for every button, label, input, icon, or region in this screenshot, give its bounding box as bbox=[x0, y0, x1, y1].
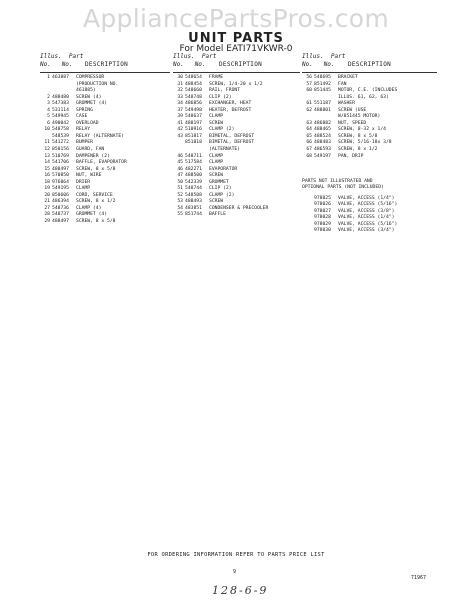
illus-label: Illus. bbox=[173, 53, 195, 60]
illus-number: 41 bbox=[177, 120, 183, 126]
part-description: CLIP (2) bbox=[209, 186, 232, 192]
part-description: SCREW, 8-32 x 1/4 bbox=[338, 127, 386, 133]
part-description: WASHER bbox=[338, 101, 355, 107]
part-description: PAN, DRIP bbox=[338, 153, 364, 159]
description-label: DESCRIPTION bbox=[219, 61, 263, 68]
part-description: CLAMP (2) bbox=[209, 127, 235, 133]
part-description: CLAMP bbox=[76, 186, 91, 192]
parts-row bbox=[302, 167, 437, 174]
illus-number: 14 bbox=[44, 160, 50, 166]
part-number: 549498 bbox=[185, 107, 202, 113]
part-description: SCREW, 5/16-18x 3/8 bbox=[338, 140, 392, 146]
header-rule bbox=[40, 72, 170, 73]
illus-number: 53 bbox=[177, 199, 183, 205]
illus-number: 54 bbox=[177, 205, 183, 211]
illus-number: 52 bbox=[177, 192, 183, 198]
page-subtitle: For Model EATI71VKWR-0 bbox=[179, 44, 293, 54]
illus-number: 16 bbox=[44, 173, 50, 179]
part-description: EVAPORATOR bbox=[209, 166, 238, 172]
part-number: 541272 bbox=[52, 140, 69, 146]
column-header bbox=[173, 52, 300, 72]
part-number: 976064 bbox=[52, 179, 69, 185]
part-description: COMPRESSOR bbox=[76, 75, 105, 80]
illus-number: 55 bbox=[177, 212, 183, 218]
part-number: 488465 bbox=[314, 127, 331, 133]
part-description: BAFFLE bbox=[209, 212, 226, 218]
illus-number: 11 bbox=[44, 140, 50, 146]
part-number: 548736 bbox=[52, 205, 69, 211]
illus-number: 30 bbox=[177, 75, 183, 80]
part-number: 978028 bbox=[314, 215, 331, 221]
illus-number: 18 bbox=[44, 179, 50, 185]
parts-rows bbox=[173, 75, 300, 219]
illus-number: 4 bbox=[47, 107, 50, 113]
part-number: 488454 bbox=[185, 81, 202, 87]
not-illustrated-rows bbox=[302, 196, 437, 235]
part-number: 490042 bbox=[52, 120, 69, 126]
illus-number: 34 bbox=[177, 101, 183, 107]
illus-number: 45 bbox=[177, 160, 183, 166]
part-description: GROMMET (4) bbox=[76, 212, 108, 218]
part-description: VALVE, ACCESS (1/4") bbox=[338, 215, 395, 221]
illus-number: 62 bbox=[306, 107, 312, 113]
part-number: 548748 bbox=[185, 94, 202, 100]
not-illustrated-note bbox=[302, 179, 437, 191]
illus-number: 33 bbox=[177, 94, 183, 100]
part-number: 851744 bbox=[185, 212, 202, 218]
illus-number: 50 bbox=[177, 179, 183, 185]
part-description: SCREW bbox=[209, 199, 224, 205]
illus-number: 46 bbox=[177, 153, 183, 159]
part-number: 488497 bbox=[52, 166, 69, 172]
illus-number: 66 bbox=[306, 140, 312, 146]
illus-number: 61 bbox=[306, 101, 312, 107]
part-number: 488500 bbox=[185, 173, 202, 179]
parts-row bbox=[173, 212, 300, 219]
part-description: SCREW, 8 x 1/2 bbox=[76, 199, 116, 205]
illus-number: 12 bbox=[44, 147, 50, 153]
illus-number: 3 bbox=[47, 101, 50, 107]
part-number: 510916 bbox=[185, 127, 202, 133]
part-description: RAIL, FRONT bbox=[209, 88, 241, 94]
part-description: GUARD, FAN bbox=[76, 147, 105, 153]
part-label: Part bbox=[68, 53, 84, 60]
part-description: RELAY (ALTERNATE) bbox=[76, 133, 124, 139]
illus-number: 13 bbox=[44, 153, 50, 159]
part-number: 978030 bbox=[314, 228, 331, 234]
illus-number: 31 bbox=[177, 81, 183, 87]
part-number: 488524 bbox=[314, 133, 331, 139]
part-description: SCREW, 1/4-20 x 1/2 bbox=[209, 81, 263, 87]
part-no-label: No. bbox=[323, 61, 335, 68]
part-number: 463887 bbox=[52, 75, 69, 80]
part-description: VALVE, ACCESS (5/16") bbox=[338, 221, 398, 227]
illus-number: 37 bbox=[177, 107, 183, 113]
part-description: HEATER, DEFROST bbox=[209, 107, 252, 113]
illus-number: 10 bbox=[44, 127, 50, 133]
part-description: CLAMP (4) bbox=[76, 205, 102, 211]
illus-number: 15 bbox=[44, 166, 50, 172]
part-number: 548744 bbox=[185, 186, 202, 192]
parts-row bbox=[40, 219, 170, 226]
header-rule bbox=[302, 72, 437, 73]
illus-number: 29 bbox=[44, 219, 50, 225]
parts-column-3 bbox=[302, 52, 437, 235]
page-number: 9 bbox=[233, 569, 237, 575]
part-number: 851445 bbox=[314, 88, 331, 94]
part-description: SCREW bbox=[209, 120, 224, 126]
illus-number: 67 bbox=[306, 147, 312, 153]
part-description: BRACKET bbox=[338, 75, 358, 80]
part-number: 483851 bbox=[185, 205, 202, 211]
ordering-footer: FOR ORDERING INFORMATION REFER TO PARTS PRICE LIST bbox=[147, 552, 325, 558]
part-description: CORD, SERVICE bbox=[76, 192, 113, 198]
part-number: 531114 bbox=[52, 107, 69, 113]
illus-number: 6 bbox=[47, 120, 50, 126]
part-description: VALVE, ACCESS (1/4") bbox=[338, 195, 395, 201]
part-no-label: No. bbox=[194, 61, 206, 68]
illus-number: 5 bbox=[47, 114, 50, 120]
part-description: BIMETAL, DEFROST bbox=[209, 140, 255, 146]
part-description: EXCHANGER, HEAT bbox=[209, 101, 252, 107]
part-description: GROMMET (4) bbox=[76, 101, 108, 107]
illus-number: 43 bbox=[177, 133, 183, 139]
part-number: 851492 bbox=[314, 81, 331, 87]
illus-number: 56 bbox=[306, 75, 312, 80]
part-description: W/851445 MOTOR) bbox=[338, 114, 381, 120]
illus-no-label: No. bbox=[173, 61, 184, 68]
illus-number: 21 bbox=[44, 199, 50, 205]
part-number: 486394 bbox=[52, 199, 69, 205]
part-description: VALVE, ACCESS (5/16") bbox=[338, 202, 398, 208]
page-title: UNIT PARTS bbox=[188, 31, 284, 46]
part-number: 482271 bbox=[185, 166, 202, 172]
part-number: 978027 bbox=[314, 208, 331, 214]
illus-number: 1 bbox=[47, 75, 50, 80]
note-line: PARTS NOT ILLUSTRATED AND bbox=[302, 179, 373, 185]
part-number: 851817 bbox=[185, 133, 202, 139]
part-label: Part bbox=[201, 53, 217, 60]
part-number: 549945 bbox=[52, 114, 69, 120]
part-description: DRIER bbox=[76, 179, 91, 185]
part-description: CLAMP bbox=[209, 153, 224, 159]
part-number: 548711 bbox=[185, 153, 202, 159]
part-number: 548637 bbox=[185, 114, 202, 120]
part-description: MOTOR, C.E. (INCLUDES bbox=[338, 88, 398, 94]
part-number: 488197 bbox=[185, 120, 202, 126]
part-number: 548695 bbox=[314, 75, 331, 80]
part-number: 488801 bbox=[314, 107, 331, 113]
illus-number: 42 bbox=[177, 127, 183, 133]
description-label: DESCRIPTION bbox=[85, 61, 129, 68]
handwritten-note: 128-6-9 bbox=[212, 584, 269, 597]
part-number: 978029 bbox=[314, 221, 331, 227]
illus-number: 19 bbox=[44, 186, 50, 192]
part-number: 510769 bbox=[52, 153, 69, 159]
illus-number: 28 bbox=[44, 212, 50, 218]
part-label: Part bbox=[330, 53, 346, 60]
part-number: 978025 bbox=[314, 195, 331, 201]
part-description: SCREW, 8 x 5/8 bbox=[76, 219, 116, 225]
part-number: 486882 bbox=[314, 120, 331, 126]
part-description: BAFFLE, EVAPORATOR bbox=[76, 160, 127, 166]
part-description: SCREW bbox=[209, 173, 224, 179]
part-description: SPRING bbox=[76, 107, 93, 113]
illus-number: 68 bbox=[306, 153, 312, 159]
note-line: OPTIONAL PARTS (NOT INCLUDED) bbox=[302, 185, 384, 191]
watermark: AppliancePartsPros.com bbox=[82, 4, 390, 33]
part-description: SCREW, 8 x 5/8 bbox=[76, 166, 116, 172]
parts-column-2 bbox=[173, 52, 300, 219]
part-description: SCREW, 8 x 1/2 bbox=[338, 147, 378, 153]
illus-label: Illus. bbox=[302, 53, 324, 60]
parts-row bbox=[302, 228, 437, 235]
part-number: 851818 bbox=[185, 140, 202, 146]
part-description: DAMPENER (2) bbox=[76, 153, 110, 159]
part-number: 978026 bbox=[314, 202, 331, 208]
illus-number: 39 bbox=[177, 114, 183, 120]
part-description: ILLUS. 61, 62, 63) bbox=[338, 94, 389, 100]
part-description: (PRODUCTION NO. bbox=[76, 81, 119, 87]
part-number: 488493 bbox=[185, 199, 202, 205]
part-number: 570850 bbox=[52, 173, 69, 179]
part-number: 850606 bbox=[52, 192, 69, 198]
part-number: 548737 bbox=[52, 212, 69, 218]
part-description: FAN bbox=[338, 81, 347, 87]
part-number: 548758 bbox=[52, 127, 69, 133]
part-description: CONDENSER & PRECOOLER bbox=[209, 205, 269, 211]
part-description: NUT, WIRE bbox=[76, 173, 102, 179]
part-number: 549197 bbox=[314, 153, 331, 159]
part-description: SCREW (4) bbox=[76, 94, 102, 100]
column-header bbox=[302, 52, 437, 72]
column-header bbox=[40, 52, 170, 72]
part-description: GROMMET bbox=[209, 179, 229, 185]
illus-number: 65 bbox=[306, 133, 312, 139]
parts-rows bbox=[40, 75, 170, 226]
part-number: 548654 bbox=[185, 75, 202, 80]
part-description: CLAMP bbox=[209, 160, 224, 166]
part-description: BUMPER bbox=[76, 140, 93, 146]
part-number: 488483 bbox=[314, 140, 331, 146]
part-number: 548660 bbox=[185, 88, 202, 94]
part-number: 548539 bbox=[52, 133, 69, 139]
part-description: CLIP (2) bbox=[209, 94, 232, 100]
illus-number: 32 bbox=[177, 88, 183, 94]
part-description: CLAMP bbox=[209, 114, 224, 120]
part-number: 541706 bbox=[52, 160, 69, 166]
part-number: 542339 bbox=[185, 179, 202, 185]
parts-column-1 bbox=[40, 52, 170, 226]
part-description: VALVE, ACCESS (3/4") bbox=[338, 228, 395, 234]
illus-number: 63 bbox=[306, 120, 312, 126]
part-description: CLAMP (2) bbox=[209, 192, 235, 198]
part-description: (ALTERNATE) bbox=[209, 147, 241, 153]
part-description: OVERLOAD bbox=[76, 120, 99, 126]
part-number: 488480 bbox=[52, 94, 69, 100]
illus-number: 20 bbox=[44, 192, 50, 198]
part-number: 488497 bbox=[52, 219, 69, 225]
part-number: 486856 bbox=[185, 101, 202, 107]
part-number: 517584 bbox=[185, 160, 202, 166]
part-description: BIMETAL, DEFROST bbox=[209, 133, 255, 139]
illus-number: 46 bbox=[177, 166, 183, 172]
document-code: 71967 bbox=[411, 575, 427, 581]
part-number: 548508 bbox=[185, 192, 202, 198]
part-description: NUT, SPEED bbox=[338, 120, 367, 126]
illus-no-label: No. bbox=[40, 61, 51, 68]
illus-number: 27 bbox=[44, 205, 50, 211]
parts-rows bbox=[302, 75, 437, 173]
illus-number: 64 bbox=[306, 127, 312, 133]
part-description: SCREW (USE bbox=[338, 107, 367, 113]
part-description: CASE bbox=[76, 114, 88, 120]
illus-number: 57 bbox=[306, 81, 312, 87]
part-description: SCREW, 8 x 5/8 bbox=[338, 133, 378, 139]
part-description: RELAY bbox=[76, 127, 91, 133]
part-description: 461885) bbox=[76, 88, 96, 94]
part-number: 547383 bbox=[52, 101, 69, 107]
part-description: VALVE, ACCESS (3/8") bbox=[338, 208, 395, 214]
illus-number: 47 bbox=[177, 173, 183, 179]
description-label: DESCRIPTION bbox=[348, 61, 392, 68]
illus-number: 51 bbox=[177, 186, 183, 192]
part-number: 549195 bbox=[52, 186, 69, 192]
illus-number: 2 bbox=[47, 94, 50, 100]
part-description: FRAME bbox=[209, 75, 224, 80]
illus-label: Illus. bbox=[40, 53, 62, 60]
illus-no-label: No. bbox=[302, 61, 313, 68]
part-number: 486593 bbox=[314, 147, 331, 153]
part-no-label: No. bbox=[61, 61, 73, 68]
header-rule bbox=[173, 72, 300, 73]
part-number: 850156 bbox=[52, 147, 69, 153]
part-number: 551187 bbox=[314, 101, 331, 107]
illus-number: 60 bbox=[306, 88, 312, 94]
